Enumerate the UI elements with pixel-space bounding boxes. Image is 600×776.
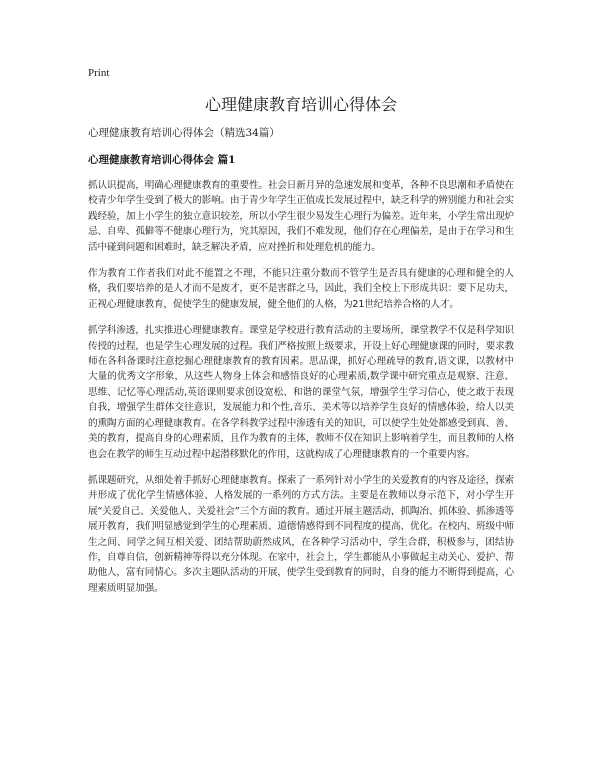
paragraph-2: 作为教育工作者我们对此不能置之不理，不能只注重分数而不管学生是否具有健康的心理和健全的人格，我们要培养的是人才而不是废才，更不是害群之马，因此，我们全校上下形成共识：要下足功夫，正视心理健康教育，促使学生的健康发展，健全他们的人格，为21世纪培养合格的人才。 xyxy=(88,268,514,310)
paragraph-4: 抓课题研究，从细处着手抓好心理健康教育。探索了一系列针对小学生的关爱教育的内容及途径，探索并形成了优化学生情感体验、人格发展的一系列的方式方法。主要是在教师以身示范下，对小学生开展“关爱自己、关爱他人、关爱社会”三个方面的教育。通过开展主题活动，抓陶冶、抓体验、抓渗透等展开教育，我们明显感觉到学生的心理素质、道德情感得到不同程度的提高、优化。在校内、班级中师生之间、同学之间互相关爱、团结帮助蔚然成风，在各种学习活动中，学生合群，积极参与，团结协作，自尊自信，创新精神等得以充分体现。在家中，社会上，学生都能从小事做起主动关心、爱护、帮助他人，富有同情心。多次主题队活动的开展，使学生受到教育的同时，自身的能力不断得到提高，心理素质明显加强。 xyxy=(88,474,514,594)
document-subtitle: 心理健康教育培训心得体会（精选34篇） xyxy=(88,127,280,139)
document-title: 心理健康教育培训心得体会 xyxy=(204,95,397,114)
document-page xyxy=(88,66,514,607)
paragraph-3: 抓学科渗透，扎实推进心理健康教育。课堂是学校进行教育活动的主要场所，课堂教学不仅是科学知识传授的过程，也是学生心理发展的过程。我们严格按照上级要求，开设上好心理健康课的同时，要求教师在各科备课时注意挖掘心理健康教育的教育因素。思品课，抓好心理疏导的教育,语文课，以教材中大量的优秀文字形象，从这些人物身上体会和感悟良好的心理素质,数学课中研究重点是观察、注意、思维、记忆等心理活动,英语课则要求创设宽松、和谐的课堂气氛，增强学生学习信心，使之敢于表现自我，增强学生群体交往意识，发展能力和个性,音乐、美术等以培养学生良好的情感体验，给人以美的熏陶方面的心理健康教育。在各学科教学过程中渗透有关的知识，可以使学生处处都感受到真、善、美的教育，提高自身的心理素质，且作为教育的主体，教师不仅在知识上影响着学生，而且教师的人格也会在教学的师生互动过程中起潜移默化的作用，这就构成了心理健康教育的一个重要内容。 xyxy=(88,325,514,460)
section-heading: 心理健康教育培训心得体会 篇1 xyxy=(88,154,236,166)
paragraph-1: 抓认识提高，明确心理健康教育的重要性。社会日新月异的急速发展和变革，各种不良思潮和矛盾使在校青少年学生受到了极大的影响。由于青少年学生正值成长发展过程中，缺乏科学的辨别能力和社会实践经验，加上小学生的独立意识较差，所以小学生很少易发生心理行为偏差。近年来，小学生常出现炉忌、自卑、孤僻等不健康心理行为，究其原因，我们不难发现，他们存在心理偏差，是由于在学习和生活中碰到问题和困难时，缺乏解决矛盾，应对挫折和处理危机的能力。 xyxy=(88,180,514,253)
print-link[interactable]: Print xyxy=(88,67,110,79)
